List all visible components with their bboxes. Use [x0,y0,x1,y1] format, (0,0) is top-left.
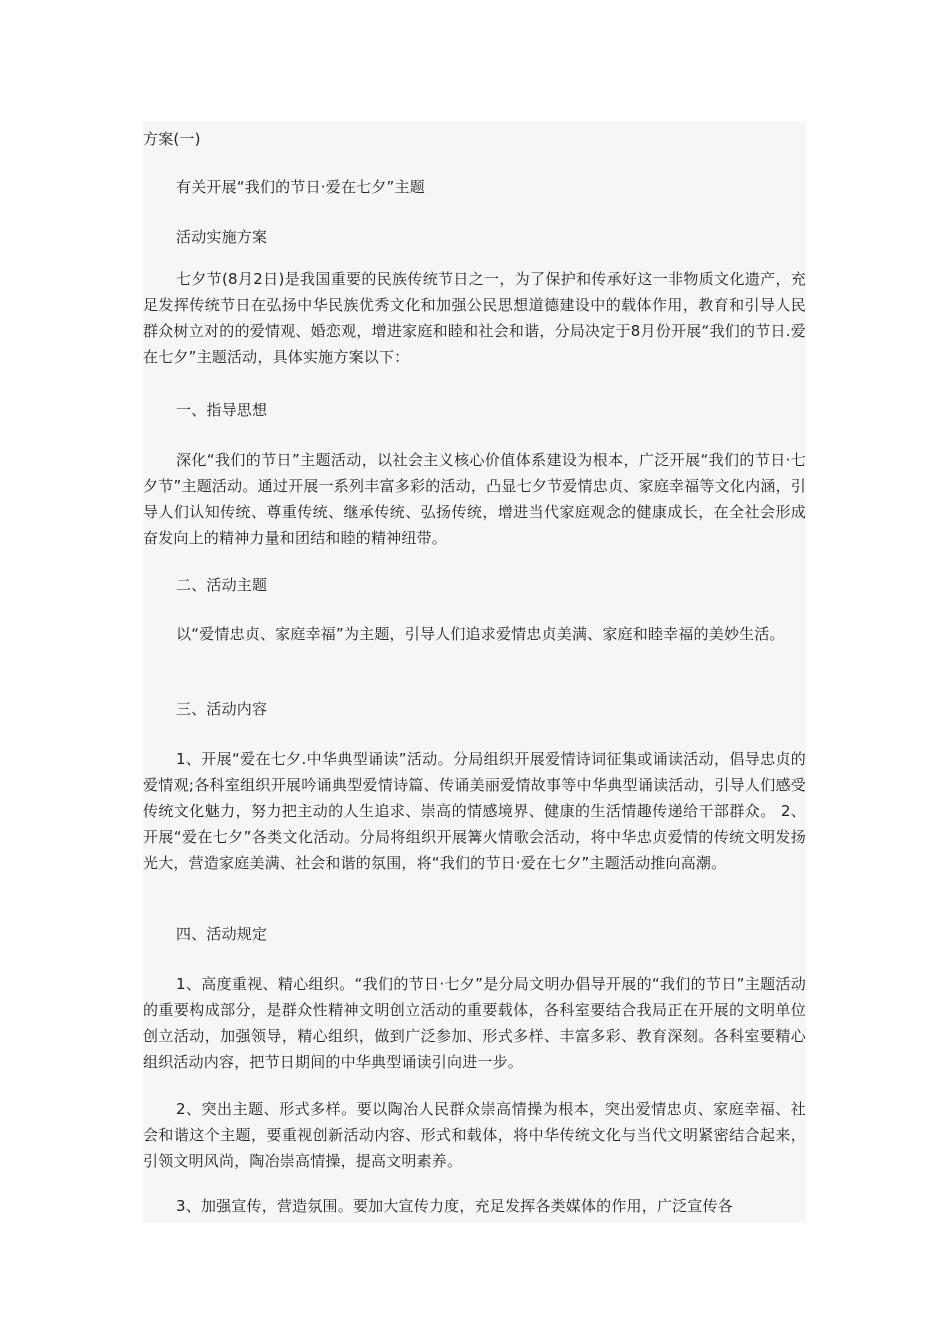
paragraph-heading-2: 活动实施方案 [176,228,268,246]
paragraph-theme: 以“爱情忠贞、家庭幸福”为主题，引导人们追求爱情忠贞美满、家庭和睦幸福的美妙生活。 [176,625,785,643]
section-heading-content: 三、活动内容 [176,700,268,718]
paragraph-rule-1: 1、高度重视、精心组织。“我们的节日·七夕”是分局文明办倡导开展的“我们的节日”主题活动的重要构成部分，是群众性精神文明创立活动的重要载体，各科室要结合我局正在开展的文明单位创立活动，加强领导，精心组织，做到广泛参加、形式多样、丰富多彩、教育深刻。各科室要精心组织活动内容，把节日期间的中华典型诵读引向进一步。 [143,975,806,1071]
section-heading-guiding: 一、指导思想 [176,401,268,419]
paragraph-rule-2: 2、突出主题、形式多样。要以陶冶人民群众崇高情操为根本，突出爱情忠贞、家庭幸福、社会和谐这个主题，要重视创新活动内容、形式和载体，将中华传统文化与当代文明紧密结合起来，引领文明风尚，陶冶崇高情操，提高文明素养。 [143,1100,806,1170]
section-heading-rules: 四、活动规定 [176,925,268,943]
paragraph-heading-1: 有关开展“我们的节日·爱在七夕”主题 [176,178,425,196]
document-body [143,121,806,1223]
paragraph-guiding: 深化“我们的节日”主题活动，以社会主义核心价值体系建设为根本，广泛开展“我们的节日·七夕节”主题活动。通过开展一系列丰富多彩的活动，凸显七夕节爱情忠贞、家庭幸福等文化内涵，引导人们认知传统、尊重传统、继承传统、弘扬传统，增进当代家庭观念的健康成长，在全社会形成奋发向上的精神力量和团结和睦的精神纽带。 [143,451,806,547]
section-heading-theme: 二、活动主题 [176,576,268,594]
paragraph-content: 1、开展“爱在七夕.中华典型诵读”活动。分局组织开展爱情诗词征集或诵读活动，倡导忠贞的爱情观;各科室组织开展吟诵典型爱情诗篇、传诵美丽爱情故事等中华典型诵读活动，引导人们感受传统文化魅力，努力把主动的人生追求、崇高的情感境界、健康的生活情趣传递给干部群众。 2、开展“爱在七夕”各类文化活动。分局将组织开展篝火情歌会活动，将中华忠贞爱情的传统文明发扬光大，营造家庭美满、社会和谐的氛围，将“我们的节日·爱在七夕”主题活动推向高潮。 [143,750,806,872]
document-title: 方案(一) [143,130,201,148]
paragraph-intro: 七夕节(8月2日)是我国重要的民族传统节日之一，为了保护和传承好这一非物质文化遗产，充足发挥传统节日在弘扬中华民族优秀文化和加强公民思想道德建设中的载体作用，教育和引导人民群众树立对的的爱情观、婚恋观，增进家庭和睦和社会和谐，分局决定于8月份开展“我们的节日.爱在七夕”主题活动，具体实施方案以下： [143,270,806,366]
paragraph-rule-3: 3、加强宣传，营造氛围。要加大宣传力度，充足发挥各类媒体的作用，广泛宣传各 [176,1197,733,1215]
